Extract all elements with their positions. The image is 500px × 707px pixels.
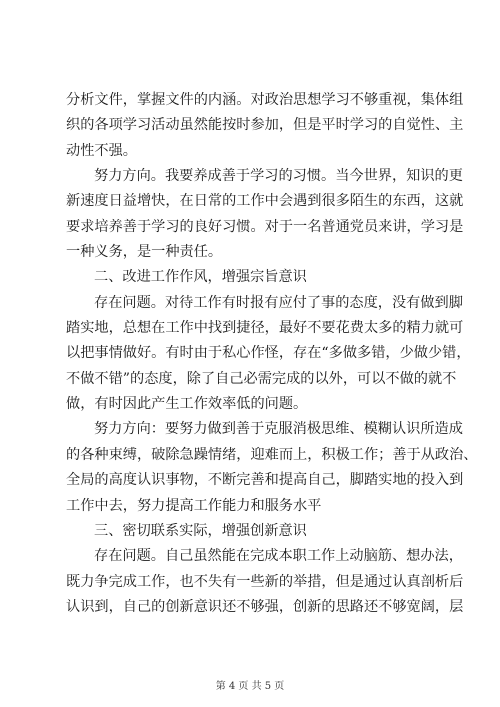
- text-line: 努力方向。我要养成善于学习的习惯。当今世界，知识的更: [94, 168, 463, 185]
- text-line: 踏实地，总想在工作中找到捷径，最好不要花费太多的精力就可: [66, 320, 464, 337]
- text-line: 分析文件，掌握文件的内涵。对政治思想学习不够重视，集体组: [66, 92, 464, 108]
- page-number-footer: 第 4 页 共 5 页: [215, 681, 285, 692]
- document-body: [66, 88, 478, 620]
- text-line: 存在问题。对待工作有时报有应付了事的态度，没有做到脚: [94, 294, 463, 311]
- text-line: 以把事情做好。有时由于私心作怪，存在“多做多错，少做少错，: [66, 345, 471, 362]
- text-line: 一种义务，是一种责任。: [66, 244, 223, 261]
- text-line: 的各种束缚，破除急躁情绪，迎难而上，积极工作；善于从政治、: [66, 446, 478, 463]
- text-line: 努力方向：要努力做到善于克服消极思维、模糊认识所造成: [94, 421, 463, 438]
- text-line: 存在问题。自己虽然能在完成本职工作上动脑筋、想办法，: [94, 548, 463, 565]
- text-line: 新速度日益增快，在日常的工作中会遇到很多陌生的东西，这就: [66, 193, 464, 210]
- text-line: 做，有时因此产生工作效率低的问题。: [66, 396, 308, 413]
- text-line: 全局的高度认识事物，不断完善和提高自己，脚踏实地的投入到: [66, 472, 464, 489]
- text-line: 认识到，自己的创新意识还不够强，创新的思路还不够宽阔，层: [66, 598, 464, 615]
- section-heading: 二、改进工作作风，增强宗旨意识: [94, 269, 307, 286]
- section-heading: 三、密切联系实际，增强创新意识: [94, 522, 307, 539]
- text-line: 工作中去，努力提高工作能力和服务水平: [66, 497, 322, 514]
- text-line: 要求培养善于学习的良好习惯。对于一名普通党员来讲，学习是: [66, 218, 464, 235]
- text-line: 既力争完成工作，也不失有一些新的举措，但是通过认真剖析后: [66, 573, 464, 590]
- text-line: 不做不错”的态度，除了自己必需完成的以外，可以不做的就不: [66, 370, 457, 387]
- text-line: 织的各项学习活动虽然能按时参加，但是平时学习的自觉性、主: [66, 117, 464, 134]
- text-line: 动性不强。: [66, 142, 137, 159]
